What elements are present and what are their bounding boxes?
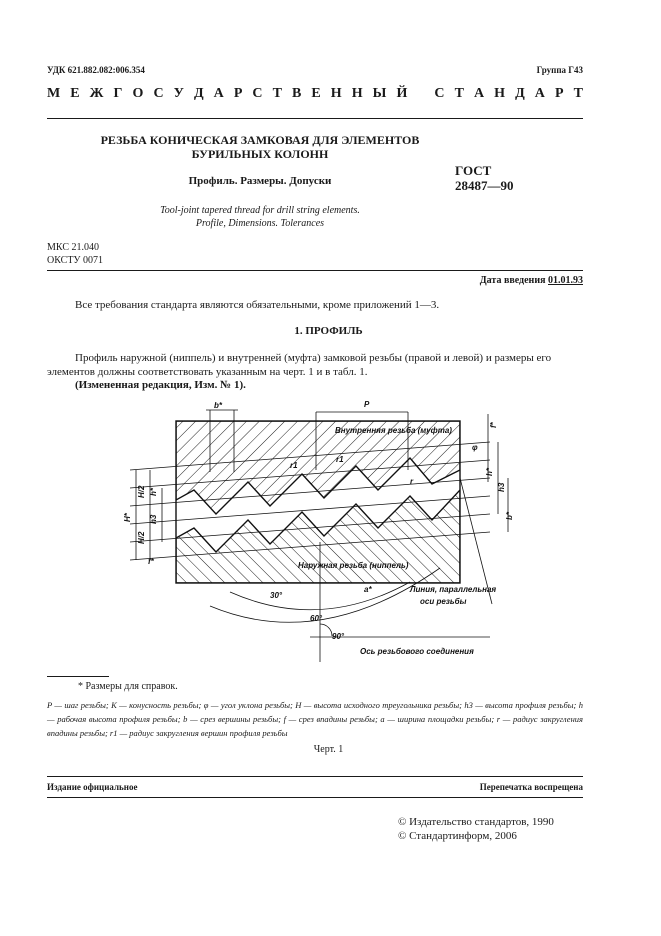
banner-letter: Н <box>351 86 363 101</box>
symbol-legend: P — шаг резьбы; K — конусность резьбы; φ — угол уклона резьбы; H — высота исходного треугольника резьбы; h3 — высота профиля резьбы; h — рабочая высота профиля резьбы; b — срез вершины резьбы; f — срез впадины резьбы; a — ширина площадки резьбы; r — радиус закругления впадины резьбы; r1 — радиус закругления вершин профиля резьбы <box>47 700 583 738</box>
footnote-rule <box>47 676 109 677</box>
gost-label: ГОСТ <box>455 163 492 178</box>
banner-letter: Н <box>330 86 342 101</box>
banner-letter: С <box>252 86 263 101</box>
copyright-line-1: © Издательство стандартов, 1990 <box>398 816 554 828</box>
banner-letter: Е <box>70 86 80 101</box>
external-thread-label: Наружная резьба (ниппель) <box>298 561 409 570</box>
h2-label-b: H/2 <box>137 531 146 544</box>
english-title-line-1: Tool-joint tapered thread for drill string elements. <box>160 205 360 216</box>
edition-note: (Измененная редакция, Изм. № 1). <box>75 379 246 391</box>
title-line-2: БУРИЛЬНЫХ КОЛОНН <box>191 147 329 161</box>
banner-letter: Т <box>272 86 282 101</box>
angle-30-label: 30° <box>270 591 283 600</box>
reprint-prohibited: Перепечатка воспрещена <box>479 782 583 792</box>
b-top-label: b* <box>214 401 222 410</box>
banner-letter: А <box>534 86 545 101</box>
classification-codes <box>47 241 103 267</box>
parallel-line-label: Линия, параллельная <box>410 585 497 594</box>
h2-label-a: H/2 <box>137 485 146 498</box>
h-mid-label: h* <box>149 488 158 496</box>
banner-letter: А <box>473 86 485 101</box>
banner-letter: М <box>47 86 61 101</box>
banner-letter: В <box>291 86 302 101</box>
b-right-label: b* <box>505 512 514 520</box>
figure-caption: Черт. 1 <box>313 744 344 755</box>
banner-letter: А <box>213 86 224 101</box>
pitch-label: P <box>364 400 370 409</box>
f-left-label: f* <box>148 557 154 566</box>
standard-type-banner <box>47 86 583 102</box>
banner-letter: Ж <box>89 86 104 101</box>
footnote: * Размеры для справок. <box>78 681 178 692</box>
banner-letter: О <box>132 86 144 101</box>
section-paragraph: Профиль наружной (ниппель) и внутренней (муфта) замковой резьбы (правой и левой) и размеры его элементов должны соответствовать указанным на черт. 1 и в табл. 1. <box>47 352 552 378</box>
h3-right-label: h3 <box>497 482 506 492</box>
banner-letter: У <box>173 86 184 101</box>
okstu-code: ОКСТУ 0071 <box>47 255 104 266</box>
section-heading: 1. ПРОФИЛЬ <box>294 325 363 337</box>
requirements-text: Все требования стандарта являются обязательными, кроме приложений 1—3. <box>75 299 440 311</box>
angle-90-label: 90° <box>332 632 345 641</box>
banner-letter: Й <box>396 86 408 101</box>
banner-letter: С <box>434 86 445 101</box>
banner-letter: Т <box>573 86 583 101</box>
h3-left-label: h3 <box>149 514 158 524</box>
english-title <box>90 204 430 230</box>
header-rule <box>47 118 583 119</box>
document-title <box>90 133 430 161</box>
footer-rule-top <box>47 776 583 777</box>
banner-letter: Р <box>233 86 243 101</box>
intro-date <box>480 275 583 286</box>
classification-rule <box>47 270 583 271</box>
axis-label: Ось резьбового соединения <box>360 647 474 656</box>
h-left-label: H* <box>123 513 132 522</box>
intro-date-value: 01.01.93 <box>548 275 583 286</box>
gost-number: 28487—90 <box>455 178 514 193</box>
r1-label-b: r1 <box>336 455 344 464</box>
parallel-line-label-2: оси резьбы <box>420 597 467 606</box>
copyright-block <box>398 815 554 843</box>
udk-code: УДК 621.882.082:006.354 <box>47 65 145 75</box>
banner-letter: Е <box>311 86 321 101</box>
group-code: Группа Г43 <box>536 65 583 75</box>
banner-letter: Г <box>113 86 123 101</box>
official-edition: Издание официальное <box>47 782 138 792</box>
banner-letter: Ы <box>372 86 387 101</box>
r-label: r <box>410 477 414 486</box>
phi-label: φ <box>472 443 478 452</box>
gost-designation <box>455 163 514 193</box>
banner-letter <box>417 86 424 102</box>
h-right-label: h* <box>485 468 494 476</box>
r1-label-a: r1 <box>290 461 298 470</box>
a-label: a* <box>364 585 372 594</box>
document-subtitle: Профиль. Размеры. Допуски <box>188 175 332 187</box>
banner-letter: Д <box>515 86 525 101</box>
intro-date-label: Дата введения <box>479 275 546 286</box>
banner-letter: Р <box>554 86 564 101</box>
banner-letter: Т <box>454 86 464 101</box>
banner-letter: Д <box>193 86 204 101</box>
thread-profile-drawing <box>110 392 530 670</box>
f-right-label: f* <box>489 422 498 428</box>
english-title-line-2: Profile, Dimensions. Tolerances <box>195 218 325 229</box>
mks-code: МКС 21.040 <box>47 242 99 253</box>
internal-thread-label: Внутренняя резьба (муфта) <box>335 426 452 435</box>
footer-rule-bottom <box>47 797 583 798</box>
angle-60-label: 60° <box>310 614 323 623</box>
banner-letter: Н <box>494 86 506 101</box>
title-line-1: РЕЗЬБА КОНИЧЕСКАЯ ЗАМКОВАЯ ДЛЯ ЭЛЕМЕНТОВ <box>100 133 420 147</box>
banner-letter: С <box>153 86 164 101</box>
copyright-line-2: © Стандартинформ, 2006 <box>398 830 517 842</box>
